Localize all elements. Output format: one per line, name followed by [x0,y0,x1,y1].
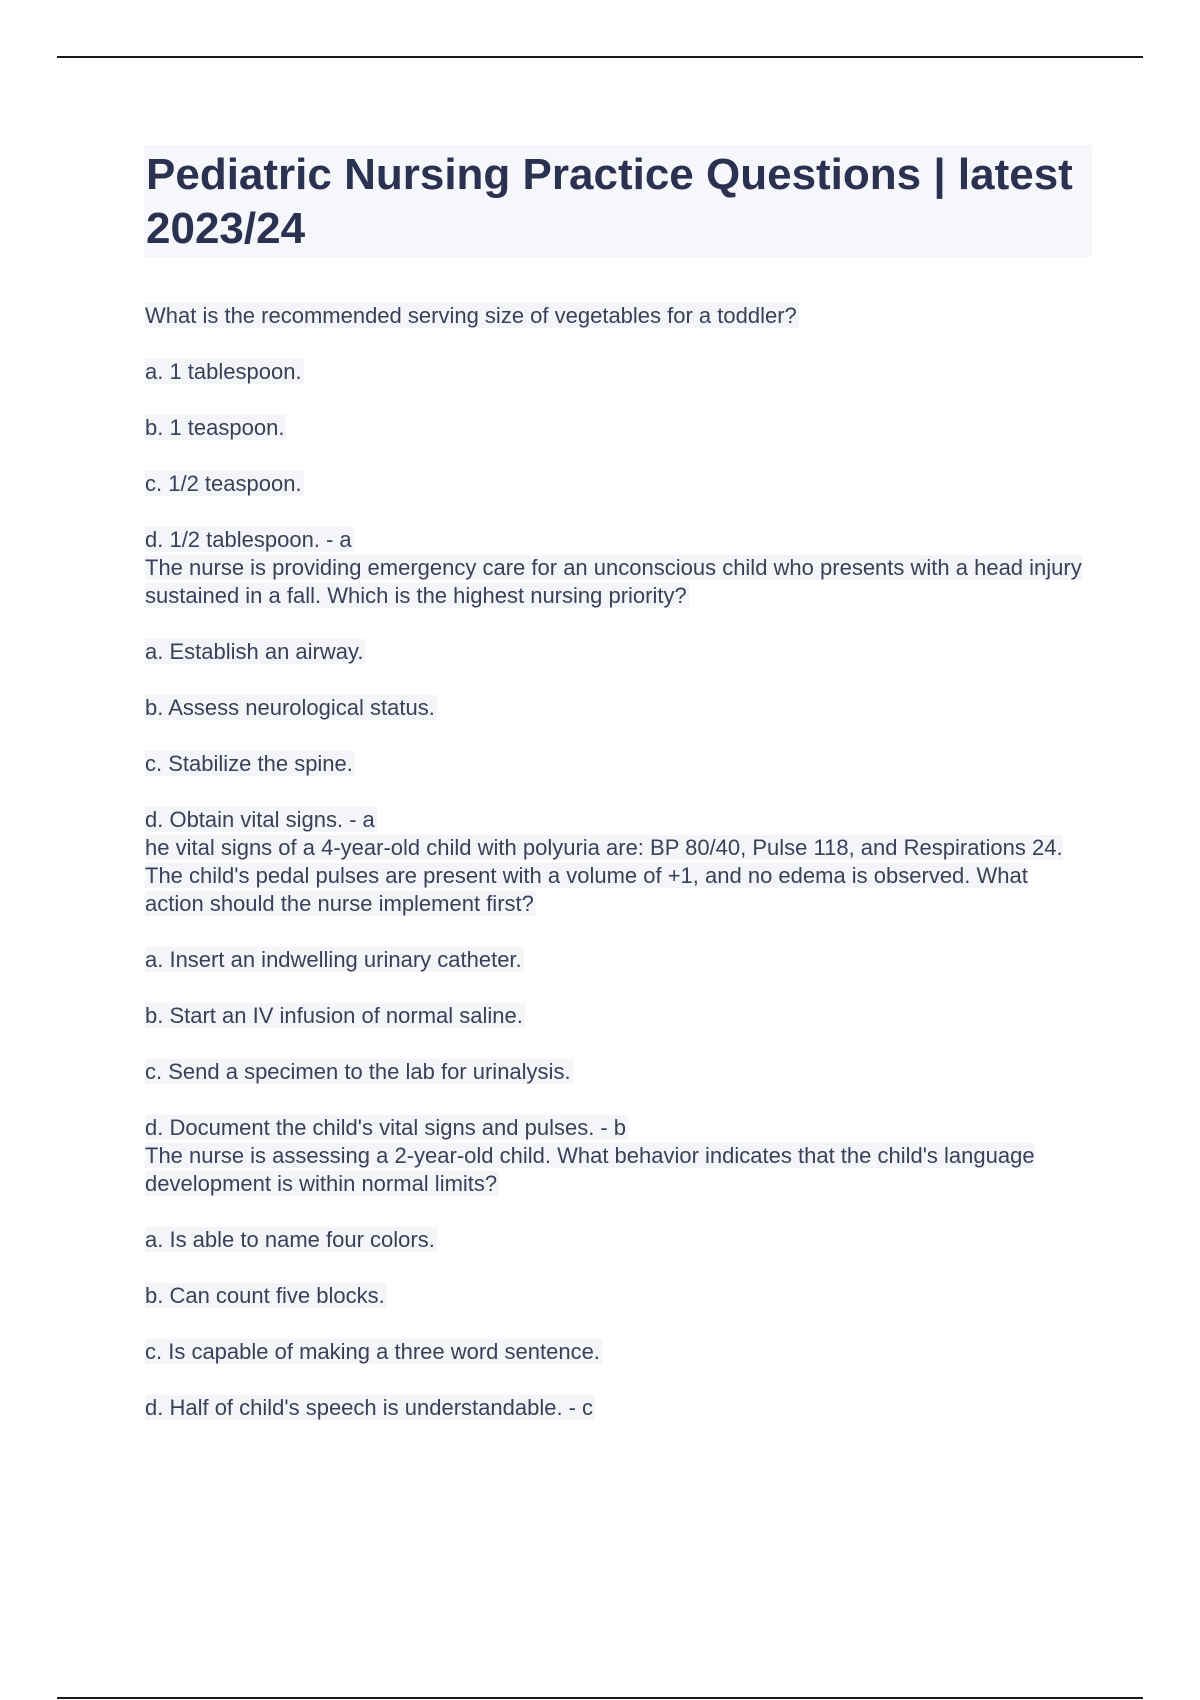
question-block-1 [145,302,1085,554]
option-a: a. Establish an airway. [145,639,364,664]
answer-key: a [362,807,375,832]
option-c: c. Send a specimen to the lab for urinalysis. [145,1059,571,1084]
question-text: The nurse is providing emergency care for an unconscious child who presents with a head injury sustained in a fall. Which is the highest nursing priority? [145,555,1082,608]
option-d: d. 1/2 tablespoon. - [145,527,334,552]
option-b: b. 1 teaspoon. [145,415,285,440]
option-c: c. 1/2 teaspoon. [145,471,302,496]
answer-key: b [613,1115,627,1140]
question-block-3 [145,834,1085,1142]
option-b: b. Assess neurological status. [145,695,435,720]
question-list [145,302,1085,1422]
option-a: a. Is able to name four colors. [145,1227,435,1252]
page-title: Pediatric Nursing Practice Questions | latest 2023/24 [146,150,1073,253]
answer-key: c [582,1395,593,1420]
option-c: c. Stabilize the spine. [145,751,353,776]
option-b: b. Start an IV infusion of normal saline. [145,1003,523,1028]
answer-key: a [339,527,352,552]
question-text: What is the recommended serving size of vegetables for a toddler? [145,303,797,328]
option-d: d. Document the child's vital signs and pulses. - [145,1115,608,1140]
question-block-4 [145,1142,1085,1422]
option-d: d. Obtain vital signs. - [145,807,357,832]
option-b: b. Can count five blocks. [145,1283,385,1308]
option-c: c. Is capable of making a three word sentence. [145,1339,600,1364]
option-a: a. Insert an indwelling urinary catheter. [145,947,522,972]
option-d: d. Half of child's speech is understandable. - [145,1395,576,1420]
option-a: a. 1 tablespoon. [145,359,302,384]
question-text: The nurse is assessing a 2-year-old child. What behavior indicates that the child's language development is within normal limits? [145,1143,1035,1196]
question-text: he vital signs of a 4-year-old child with polyuria are: BP 80/40, Pulse 118, and Respirations 24. The child's pedal pulses are present with a volume of +1, and no edema is observed. What action should the nurse implement first? [145,835,1063,916]
question-block-2 [145,554,1085,834]
top-rule [57,56,1143,58]
bottom-rule [57,1697,1143,1699]
